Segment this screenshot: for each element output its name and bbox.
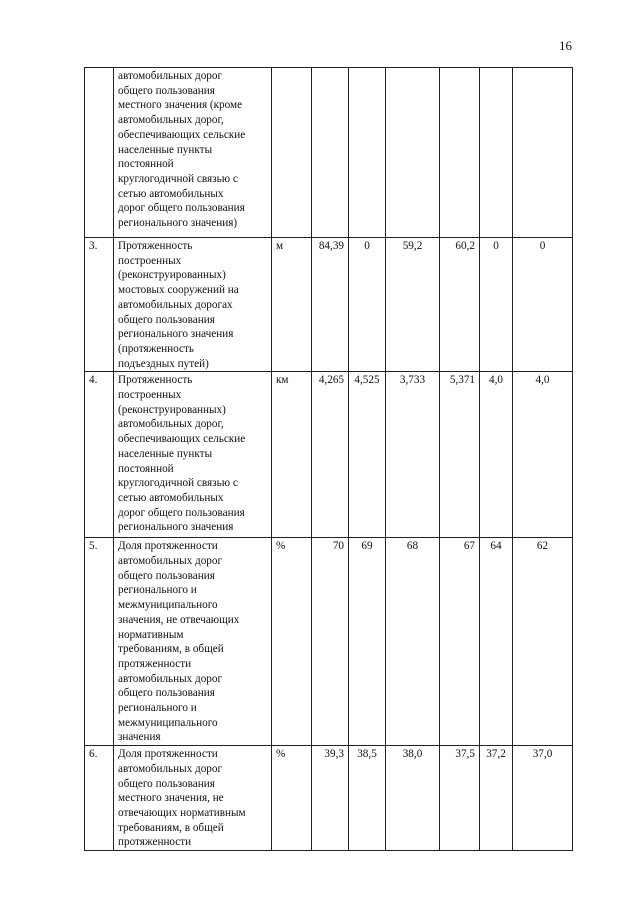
indicator-name-line: межмуниципального [118, 716, 218, 729]
value-cell-3: 59,2 [386, 238, 440, 372]
indicator-name-line: регионального значения [118, 328, 234, 341]
value-cell-3: 68 [386, 538, 440, 746]
indicator-name-line: сетью автомобильных [118, 187, 224, 200]
indicator-name-line: значения, не отвечающих [118, 613, 240, 626]
value-cell-2: 0 [349, 238, 386, 372]
row-number [85, 68, 114, 238]
unit-cell: % [272, 538, 312, 746]
value-cell-4: 37,5 [440, 746, 480, 851]
indicator-name-line: постоянной [118, 462, 174, 475]
indicator-name-line: нормативным [118, 628, 184, 641]
value-cell-1 [312, 68, 349, 238]
indicator-name-line: автомобильных дорог [118, 672, 223, 685]
indicator-name-line: автомобильных дорог [118, 762, 223, 775]
indicator-name-line: автомобильных дорог, [118, 418, 224, 431]
indicator-name-line: дорог общего пользования [118, 202, 245, 215]
indicator-name-line: автомобильных дорог [118, 70, 223, 82]
value-cell-5 [480, 68, 513, 238]
value-cell-5: 37,2 [480, 746, 513, 851]
value-cell-1: 39,3 [312, 746, 349, 851]
table-row [85, 746, 573, 851]
value-cell-2 [349, 68, 386, 238]
value-cell-2: 4,525 [349, 372, 386, 538]
value-cell-4: 67 [440, 538, 480, 746]
value-cell-6: 62 [513, 538, 573, 746]
value-cell-1: 84,39 [312, 238, 349, 372]
value-cell-3: 3,733 [386, 372, 440, 538]
indicator-name-line: Доля протяженности [118, 540, 218, 553]
indicator-name-line: регионального значения) [118, 217, 238, 230]
indicator-name-line: построенных [118, 389, 182, 402]
indicator-name [114, 746, 272, 851]
indicator-name-line: автомобильных дорог, [118, 114, 224, 127]
indicator-name-line: общего пользования [118, 777, 215, 790]
indicator-name-line: регионального и [118, 584, 197, 597]
value-cell-2: 38,5 [349, 746, 386, 851]
unit-cell [272, 68, 312, 238]
indicator-name-line: населенные пункты [118, 447, 213, 460]
indicator-name-line: мостовых сооружений на [118, 284, 239, 297]
value-cell-1: 4,265 [312, 372, 349, 538]
unit-cell: км [272, 372, 312, 538]
indicator-name-line: местного значения (кроме [118, 99, 243, 112]
indicator-name-line: общего пользования [118, 84, 215, 97]
row-number: 3. [85, 238, 114, 372]
value-cell-1: 70 [312, 538, 349, 746]
value-cell-6: 37,0 [513, 746, 573, 851]
value-cell-2: 69 [349, 538, 386, 746]
page-number: 16 [559, 38, 572, 53]
indicator-name-line: (протяженность [118, 342, 194, 355]
table-row [85, 68, 573, 238]
value-cell-4 [440, 68, 480, 238]
value-cell-5: 64 [480, 538, 513, 746]
indicator-name [114, 538, 272, 746]
indicator-name-line: отвечающих нормативным [118, 806, 246, 819]
indicator-name-line: построенных [118, 254, 182, 267]
unit-cell: % [272, 746, 312, 851]
indicator-name-line: регионального и [118, 702, 197, 715]
indicator-name [114, 372, 272, 538]
indicator-name-line: Протяженность [118, 374, 193, 387]
unit-cell: м [272, 238, 312, 372]
indicator-name-line: общего пользования [118, 569, 215, 582]
indicator-name-line: Доля протяженности [118, 748, 218, 761]
indicator-name-line: общего пользования [118, 313, 215, 326]
indicator-name-line: обеспечивающих сельские [118, 128, 246, 141]
row-number: 4. [85, 372, 114, 538]
indicator-name [114, 68, 272, 238]
value-cell-4: 60,2 [440, 238, 480, 372]
indicator-name-line: (реконструированных) [118, 269, 226, 282]
indicator-name-line: населенные пункты [118, 143, 213, 156]
indicator-name-line: Протяженность [118, 240, 193, 252]
table-body [85, 68, 573, 851]
indicator-name-line: подъездных путей) [118, 357, 209, 370]
indicator-name-line: круглогодичной связью с [118, 477, 238, 490]
indicator-name-line: обеспечивающих сельские [118, 433, 246, 446]
indicators-table [84, 67, 573, 851]
table-row [85, 372, 573, 538]
value-cell-4: 5,371 [440, 372, 480, 538]
value-cell-6: 4,0 [513, 372, 573, 538]
indicator-name-line: (реконструированных) [118, 403, 226, 416]
indicator-name-line: круглогодичной связью с [118, 172, 238, 185]
value-cell-5: 4,0 [480, 372, 513, 538]
indicator-name-line: дорог общего пользования [118, 506, 245, 519]
indicator-name-line: автомобильных дорог [118, 555, 223, 568]
value-cell-5: 0 [480, 238, 513, 372]
indicator-name-line: требованиям, в общей [118, 643, 224, 656]
indicator-name-line: общего пользования [118, 687, 215, 700]
indicator-name-line: требованиям, в общей [118, 821, 224, 834]
indicator-name-line: регионального значения [118, 521, 234, 534]
table-row [85, 238, 573, 372]
indicator-name-line: протяженности [118, 657, 192, 670]
table-row [85, 538, 573, 746]
value-cell-3 [386, 68, 440, 238]
row-number: 6. [85, 746, 114, 851]
value-cell-6: 0 [513, 238, 573, 372]
value-cell-6 [513, 68, 573, 238]
row-number: 5. [85, 538, 114, 746]
indicator-name-line: межмуниципального [118, 599, 218, 612]
indicator-name-line: значения [118, 731, 161, 744]
value-cell-3: 38,0 [386, 746, 440, 851]
indicator-name-line: протяженности [118, 836, 192, 849]
indicator-name-line: постоянной [118, 158, 174, 171]
indicator-name [114, 238, 272, 372]
indicator-name-line: автомобильных дорогах [118, 298, 233, 311]
indicator-name-line: сетью автомобильных [118, 491, 224, 504]
indicator-name-line: местного значения, не [118, 792, 224, 805]
